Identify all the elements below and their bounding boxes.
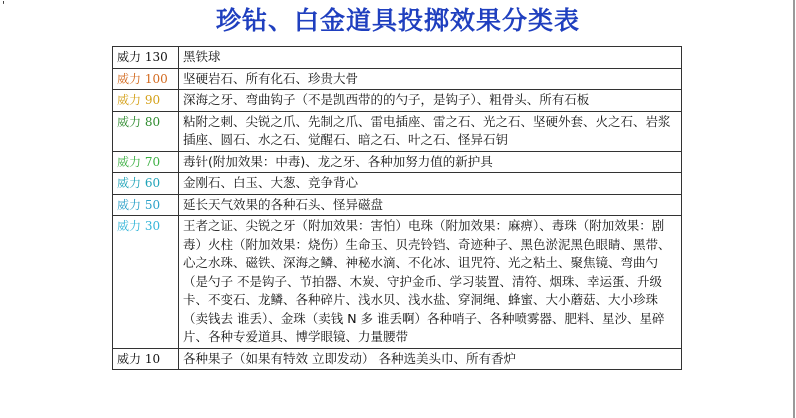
page-title: 珍钻、白金道具投掷效果分类表 (215, 6, 580, 35)
table-row (113, 90, 682, 112)
table-row (113, 348, 682, 370)
items-cell: 王者之证、尖锐之牙（附加效果：害怕）电珠（附加效果：麻痹）、毒珠（附加效果：剧毒）火柱（附加效果：烧伤）生命玉、贝壳铃铛、奇迹种子、黑色淤泥黑色眼睛、黑带、心之水珠、磁铁、深海之鳞、神秘水滴、不化冰、诅咒符、光之粘土、聚焦镜、弯曲勺（是勺子 不是钩子、节拍器、木炭、守护金币、学习装置、清符、烟珠、幸运蛋、升级卡、不变石、龙鳞、各种碎片、浅水贝、浅水盐、穿洞绳、蜂蜜、大小蘑菇、大小珍珠（卖钱去 谁丢）、金珠（卖钱 N 多 谁丢啊）各种哨子、各种喷雾器、肥料、星沙、星碎片、各种专爱道具、博学眼镜、力量腰带 (179, 216, 682, 349)
items-cell: 延长天气效果的各种石头、怪异磁盘 (179, 194, 682, 216)
power-cell: 威力 130 (113, 47, 179, 69)
table-row (113, 173, 682, 195)
table-row (113, 111, 682, 151)
table-row (113, 194, 682, 216)
items-cell: 毒针(附加效果：中毒)、龙之牙、各种加努力值的新护具 (179, 151, 682, 173)
effects-table (112, 46, 682, 370)
right-border-line (793, 0, 795, 418)
items-cell: 金刚石、白玉、大葱、竞争背心 (179, 173, 682, 195)
items-cell: 各种果子（如果有特效 立即发动） 各种选美头巾、所有香炉 (179, 348, 682, 370)
power-cell: 威力 60 (113, 173, 179, 195)
items-cell: 黑铁球 (179, 47, 682, 69)
power-cell: 威力 80 (113, 111, 179, 151)
corner-mark: ' (2, 0, 6, 12)
table-row (113, 216, 682, 349)
power-cell: 威力 10 (113, 348, 179, 370)
items-cell: 深海之牙、弯曲钩子（不是凯西带的的勺子，是钩子）、粗骨头、所有石板 (179, 90, 682, 112)
power-cell: 威力 90 (113, 90, 179, 112)
items-cell: 坚硬岩石、所有化石、珍贵大骨 (179, 68, 682, 90)
power-cell: 威力 30 (113, 216, 179, 349)
items-cell: 粘附之刺、尖锐之爪、先制之爪、雷电插座、雷之石、光之石、坚硬外套、火之石、岩浆插座、圆石、水之石、觉醒石、暗之石、叶之石、怪异石钥 (179, 111, 682, 151)
power-cell: 威力 100 (113, 68, 179, 90)
table-row (113, 47, 682, 69)
table-row (113, 68, 682, 90)
power-cell: 威力 50 (113, 194, 179, 216)
table-row (113, 151, 682, 173)
power-cell: 威力 70 (113, 151, 179, 173)
